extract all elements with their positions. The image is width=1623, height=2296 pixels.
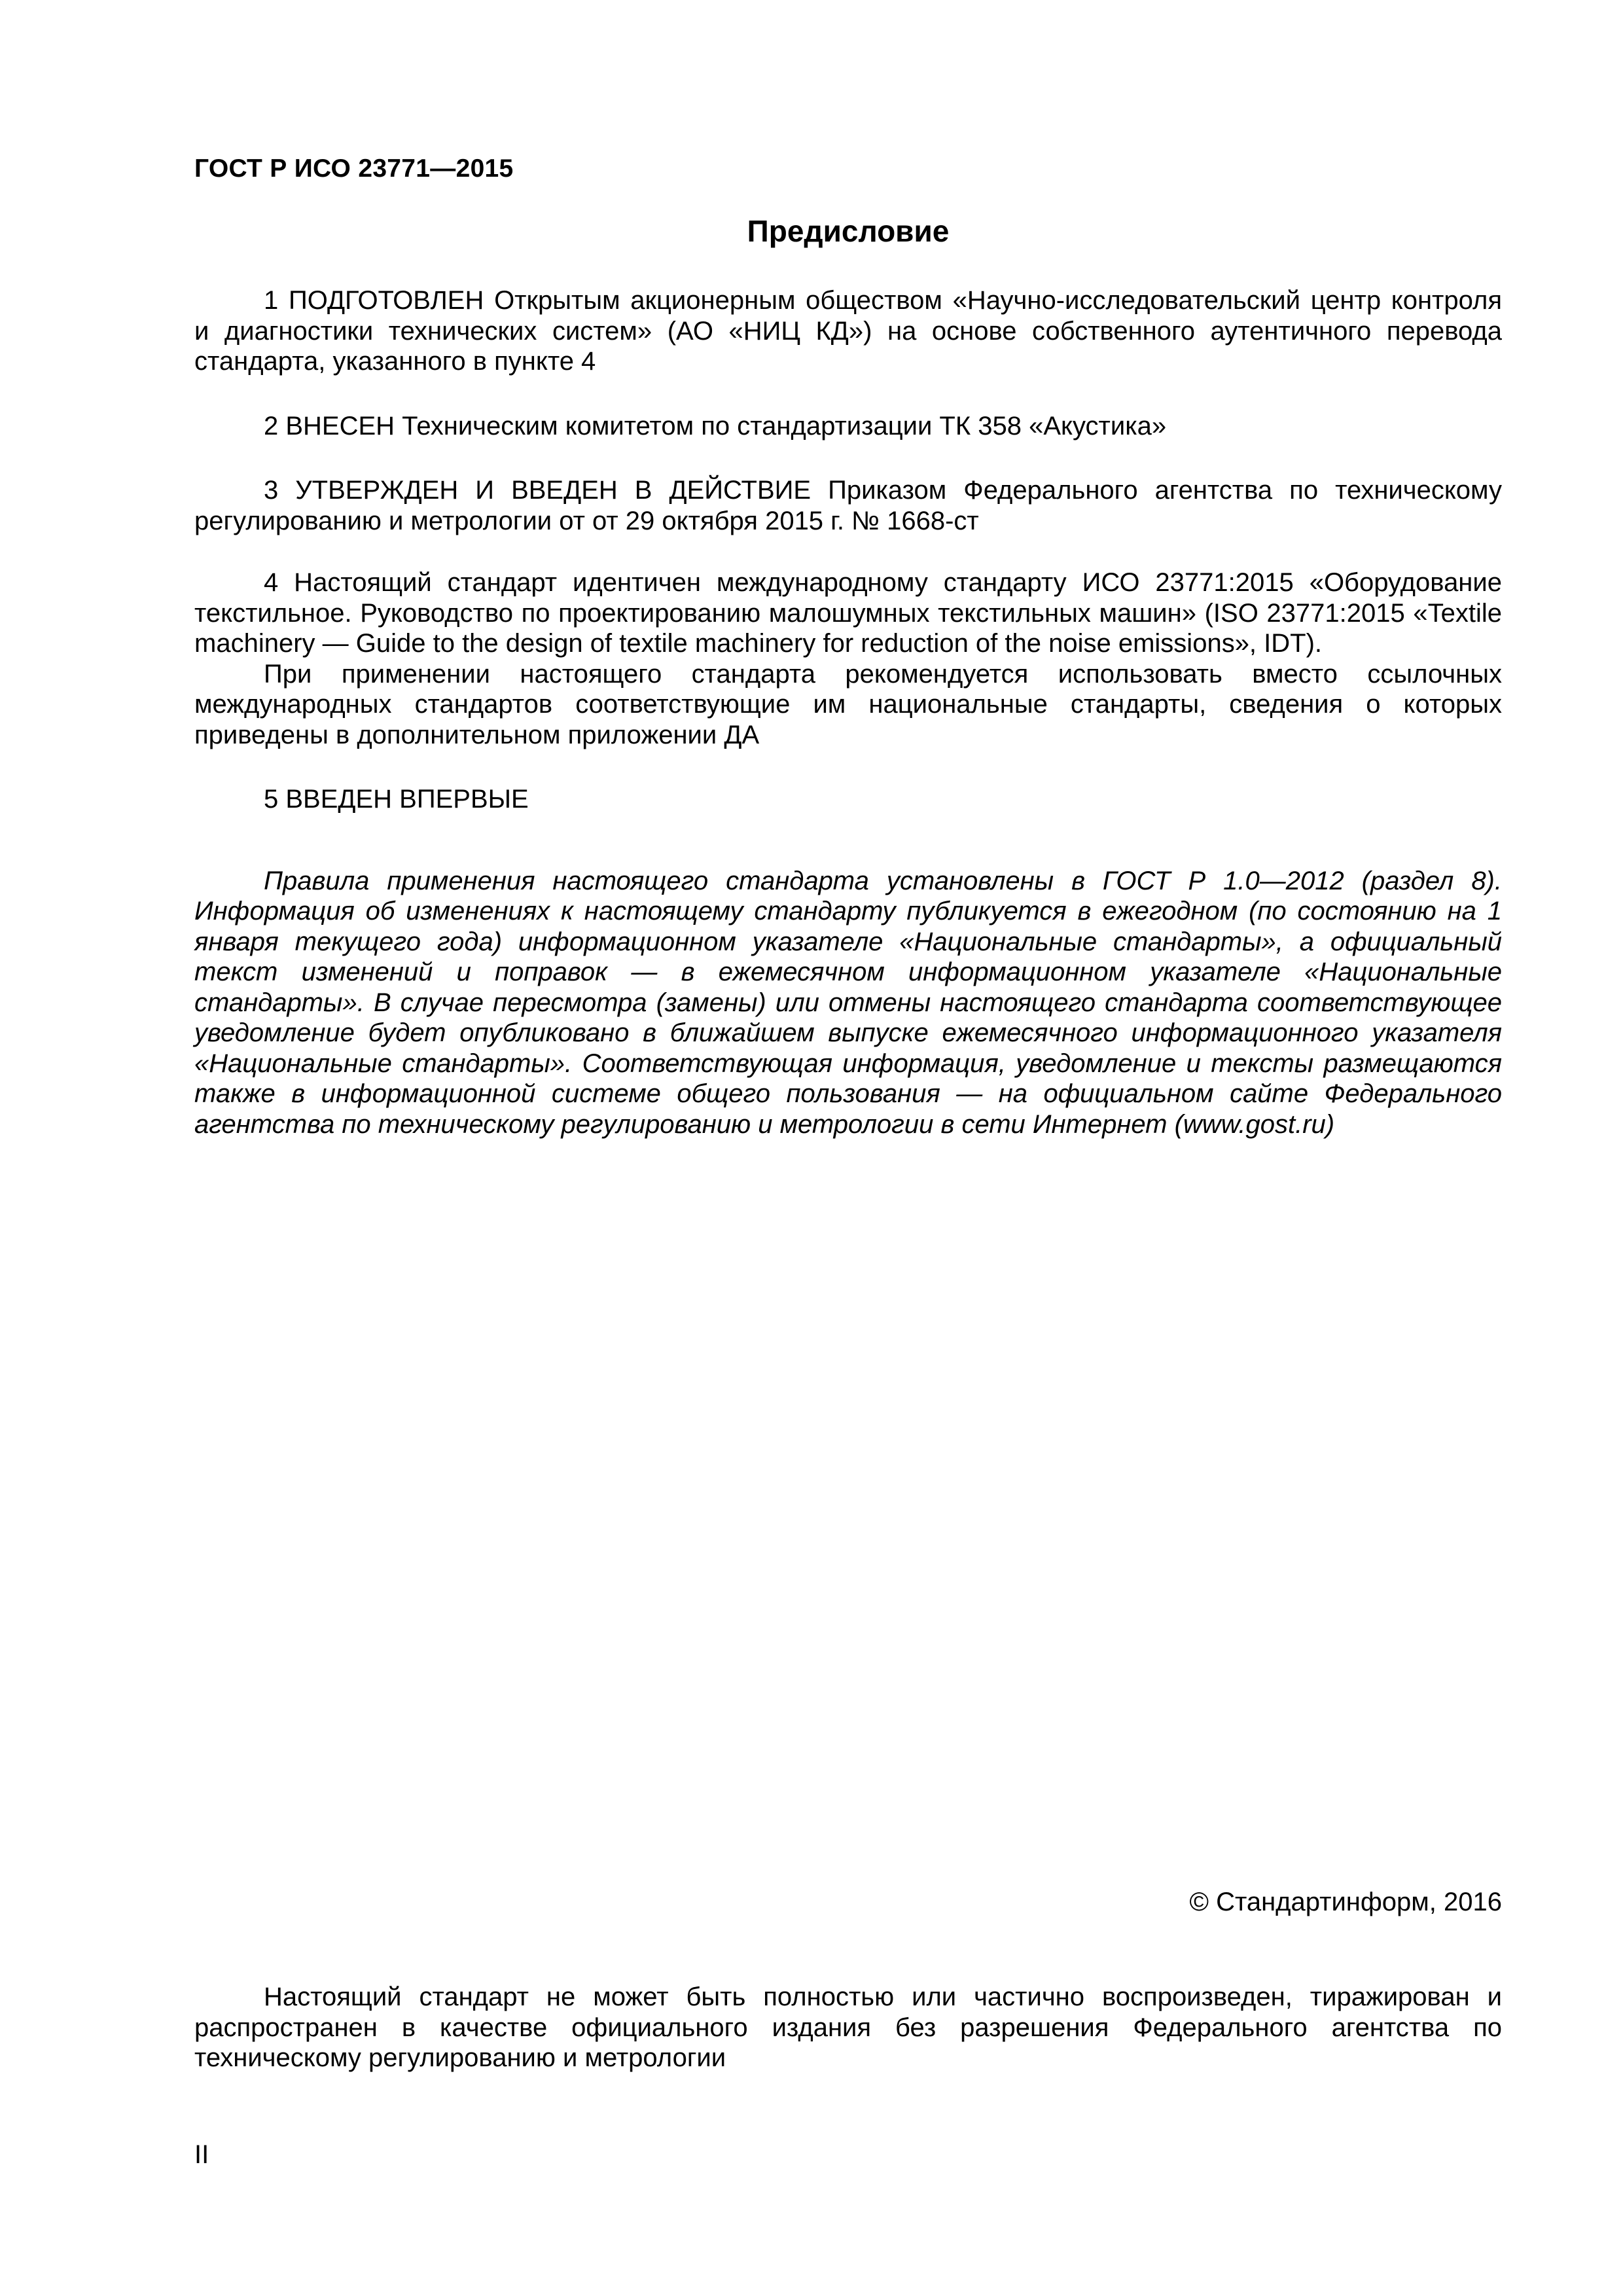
paragraph-approved: 3 УТВЕРЖДЕН И ВВЕДЕН В ДЕЙСТВИЕ Приказом Федерального агентства по техническому регулированию и метрологии от от 29 октября 2015 г. № 1668-ст [194,476,1502,535]
paragraph-application-rules: Правила применения настоящего стандарта установлены в ГОСТ Р 1.0—2012 (раздел 8). Информация об изменениях к настоящему стандарту публикуется в ежегодном (по состоянию на 1 января текущего года) информационном указателе «Национальные стандарты», а официальный текст изменений и поправок — в ежемесячном информационном указателе «Национальные стандарты». В случае пересмотра (замены) или отмены настоящего стандарта соответствующее уведомление будет опубликовано в ближайшем выпуске ежемесячного информационного указателя «Национальные стандарты». Соответствующая информация, уведомление и тексты размещаются также в информационной системе общего пользования — на официальном сайте Федерального агентства по техническому регулированию и метрологии в сети Интернет (www.gost.ru) [194,866,1502,1139]
standard-code-header: ГОСТ Р ИСО 23771—2015 [194,154,514,183]
foreword-body [194,285,1502,1139]
paragraph-first-introduced: 5 ВВЕДЕН ВПЕРВЫЕ [264,785,529,814]
paragraph-prepared-by: 1 ПОДГОТОВЛЕН Открытым акционерным обществом «Научно-исследовательский центр контроля и диагностики технических систем» (АО «НИЦ КД») на основе собственного аутентичного перевода стандарта, указанного в пункте 4 [194,286,1502,376]
paragraph-introduced-by: 2 ВНЕСЕН Техническим комитетом по стандартизации ТК 358 «Акустика» [264,411,1167,440]
reproduction-notice-block [194,1982,1502,2073]
paragraph-reference-standards: При применении настоящего стандарта рекомендуется использовать вместо ссылочных международных стандартов соответствующие им национальные стандарты, сведения о которых приведены в дополнительном приложении ДА [194,659,1502,749]
document-page [194,0,1502,2296]
copyright-notice: © Стандартинформ, 2016 [1189,1888,1502,1916]
reproduction-notice: Настоящий стандарт не может быть полностью или частично воспроизведен, тиражирован и распространен в качестве официального издания без разрешения Федерального агентства по техническому регулированию и метрологии [194,1982,1502,2072]
page-number: II [194,2140,209,2169]
page-title: Предисловие [747,214,950,248]
paragraph-identical-standard: 4 Настоящий стандарт идентичен международному стандарту ИСО 23771:2015 «Оборудование текстильное. Руководство по проектированию малошумных текстильных машин» (ISO 23771:2015 «Textile machinery — Guide to the design of textile machinery for reduction of the noise emissions», IDT). [194,568,1502,658]
